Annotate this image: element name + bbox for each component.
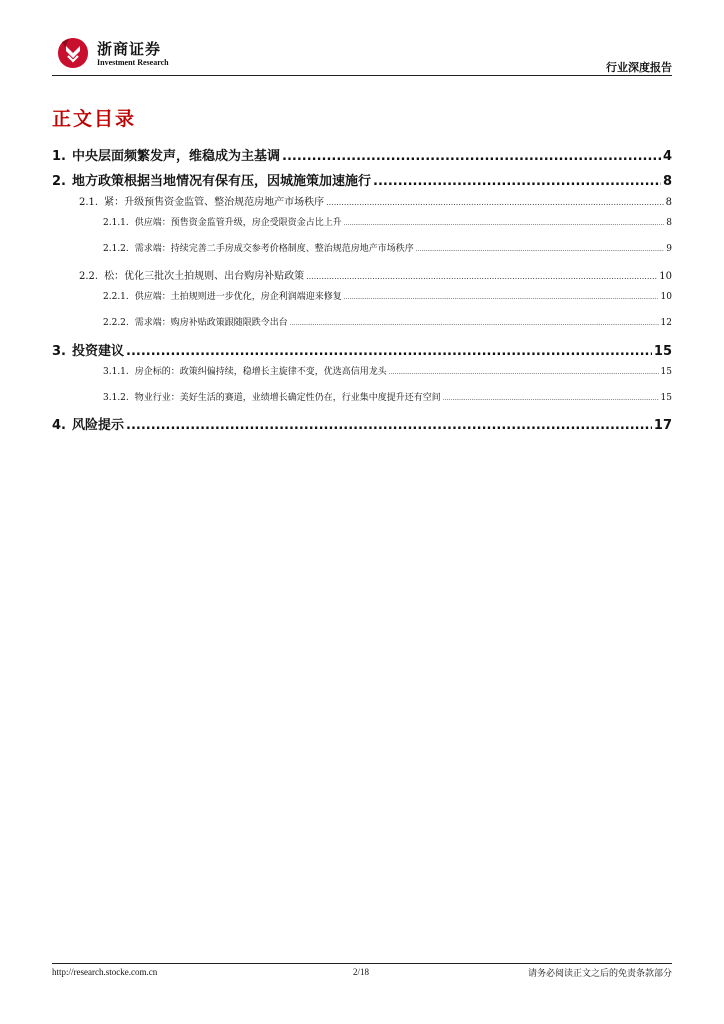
toc-entry-page: 17: [653, 418, 672, 433]
toc-entry-2-1[interactable]: [79, 193, 672, 208]
toc-entry-2-2-1[interactable]: [103, 289, 672, 302]
toc-entry-text: 投资建议: [71, 344, 124, 359]
toc-entry-number: 2.1.1.: [103, 218, 129, 228]
toc-entry-number: 2.: [52, 174, 66, 189]
toc-entry-2[interactable]: [52, 170, 672, 189]
brand-name-cn: 浙商证券: [97, 40, 162, 58]
toc-entry-4[interactable]: [52, 414, 672, 433]
toc-entry-number: 2.1.: [79, 197, 99, 208]
toc-entry-page: 9: [666, 244, 672, 254]
toc-entry-number: 2.2.1.: [103, 292, 129, 302]
toc-entry-page: 15: [653, 344, 672, 359]
toc-entry-page: 15: [660, 393, 672, 403]
toc-entry-number: 3.1.2.: [103, 393, 129, 403]
toc-entry-number: 2.2.: [79, 271, 99, 282]
toc-leader-dots: [290, 320, 659, 327]
toc-entry-3[interactable]: [52, 340, 672, 359]
toc-leader-dots: [126, 344, 652, 359]
toc-entry-text: 供应端：预售资金监管升级，房企受限资金占比上升: [134, 218, 342, 228]
toc-leader-dots: [306, 272, 657, 281]
toc-entry-page: 12: [660, 318, 672, 328]
toc-leader-dots: [344, 220, 664, 227]
header-divider: [52, 75, 672, 76]
toc-entry-text: 地方政策根据当地情况有保有压，因城施策加速施行: [71, 174, 371, 189]
toc-entry-page: 10: [659, 271, 672, 282]
toc-entry-text: 供应端：土拍规则进一步优化，房企利润端迎来修复: [134, 292, 342, 302]
toc-entry-2-1-2[interactable]: [103, 241, 672, 254]
toc-entry-text: 需求端：持续完善二手房成交参考价格制度、整治规范房地产市场秩序: [134, 244, 414, 254]
toc-entry-number: 1.: [52, 149, 66, 164]
toc-entry-2-1-1[interactable]: [103, 215, 672, 228]
toc-entry-number: 2.1.2.: [103, 244, 129, 254]
disclaimer-note: 请务必阅读正文之后的免责条款部分: [527, 969, 672, 979]
toc-entry-1[interactable]: [52, 145, 672, 164]
toc-entry-page: 4: [662, 149, 672, 164]
toc-entry-number: 4.: [52, 418, 66, 433]
stocke-logo-icon: [56, 36, 90, 70]
toc-entry-number: 3.1.1.: [103, 367, 129, 377]
brand-name-en: Investment Research: [97, 58, 169, 67]
toc-entry-number: 3.: [52, 344, 66, 359]
toc-leader-dots: [416, 246, 664, 253]
toc-entry-2-2[interactable]: [79, 267, 672, 282]
toc-leader-dots: [326, 198, 664, 207]
toc-leader-dots: [126, 418, 652, 433]
toc-entry-text: 松：优化三批次土拍规则、出台购房补贴政策: [104, 271, 305, 282]
toc-entry-page: 15: [660, 367, 672, 377]
toc-entry-text: 需求端：购房补贴政策跟随限跌令出台: [134, 318, 288, 328]
toc-entry-page: 10: [660, 292, 672, 302]
toc-entry-3-1-2[interactable]: [103, 390, 672, 403]
toc-entry-text: 中央层面频繁发声，维稳成为主基调: [71, 149, 280, 164]
toc-title: 正文目录: [52, 108, 137, 130]
toc-leader-dots: [373, 174, 661, 189]
toc-entry-text: 物业行业：美好生活的赛道，业绩增长确定性仍在，行业集中度提升还有空间: [134, 393, 441, 403]
toc-leader-dots: [344, 294, 659, 301]
page-indicator: 2/18: [353, 967, 370, 977]
toc-entry-page: 8: [662, 174, 672, 189]
toc-leader-dots: [443, 395, 659, 402]
footer-url-link[interactable]: http://research.stocke.com.cn: [52, 967, 158, 977]
toc-leader-dots: [282, 149, 661, 164]
toc-entry-2-2-2[interactable]: [103, 315, 672, 328]
toc-entry-page: 8: [666, 218, 672, 228]
toc-entry-number: 2.2.2.: [103, 318, 129, 328]
report-type-label: 行业深度报告: [606, 61, 672, 74]
toc-entry-3-1-1[interactable]: [103, 364, 672, 377]
page-header: [0, 0, 724, 80]
toc-entry-page: 8: [665, 197, 672, 208]
toc-entry-text: 风险提示: [71, 418, 124, 433]
toc-entry-text: 紧：升级预售资金监管、整治规范房地产市场秩序: [104, 197, 325, 208]
toc-leader-dots: [389, 369, 659, 376]
toc-entry-text: 房企标的：政策纠偏持续，稳增长主旋律不变，优选高信用龙头: [134, 367, 387, 377]
footer-divider: [52, 963, 672, 964]
